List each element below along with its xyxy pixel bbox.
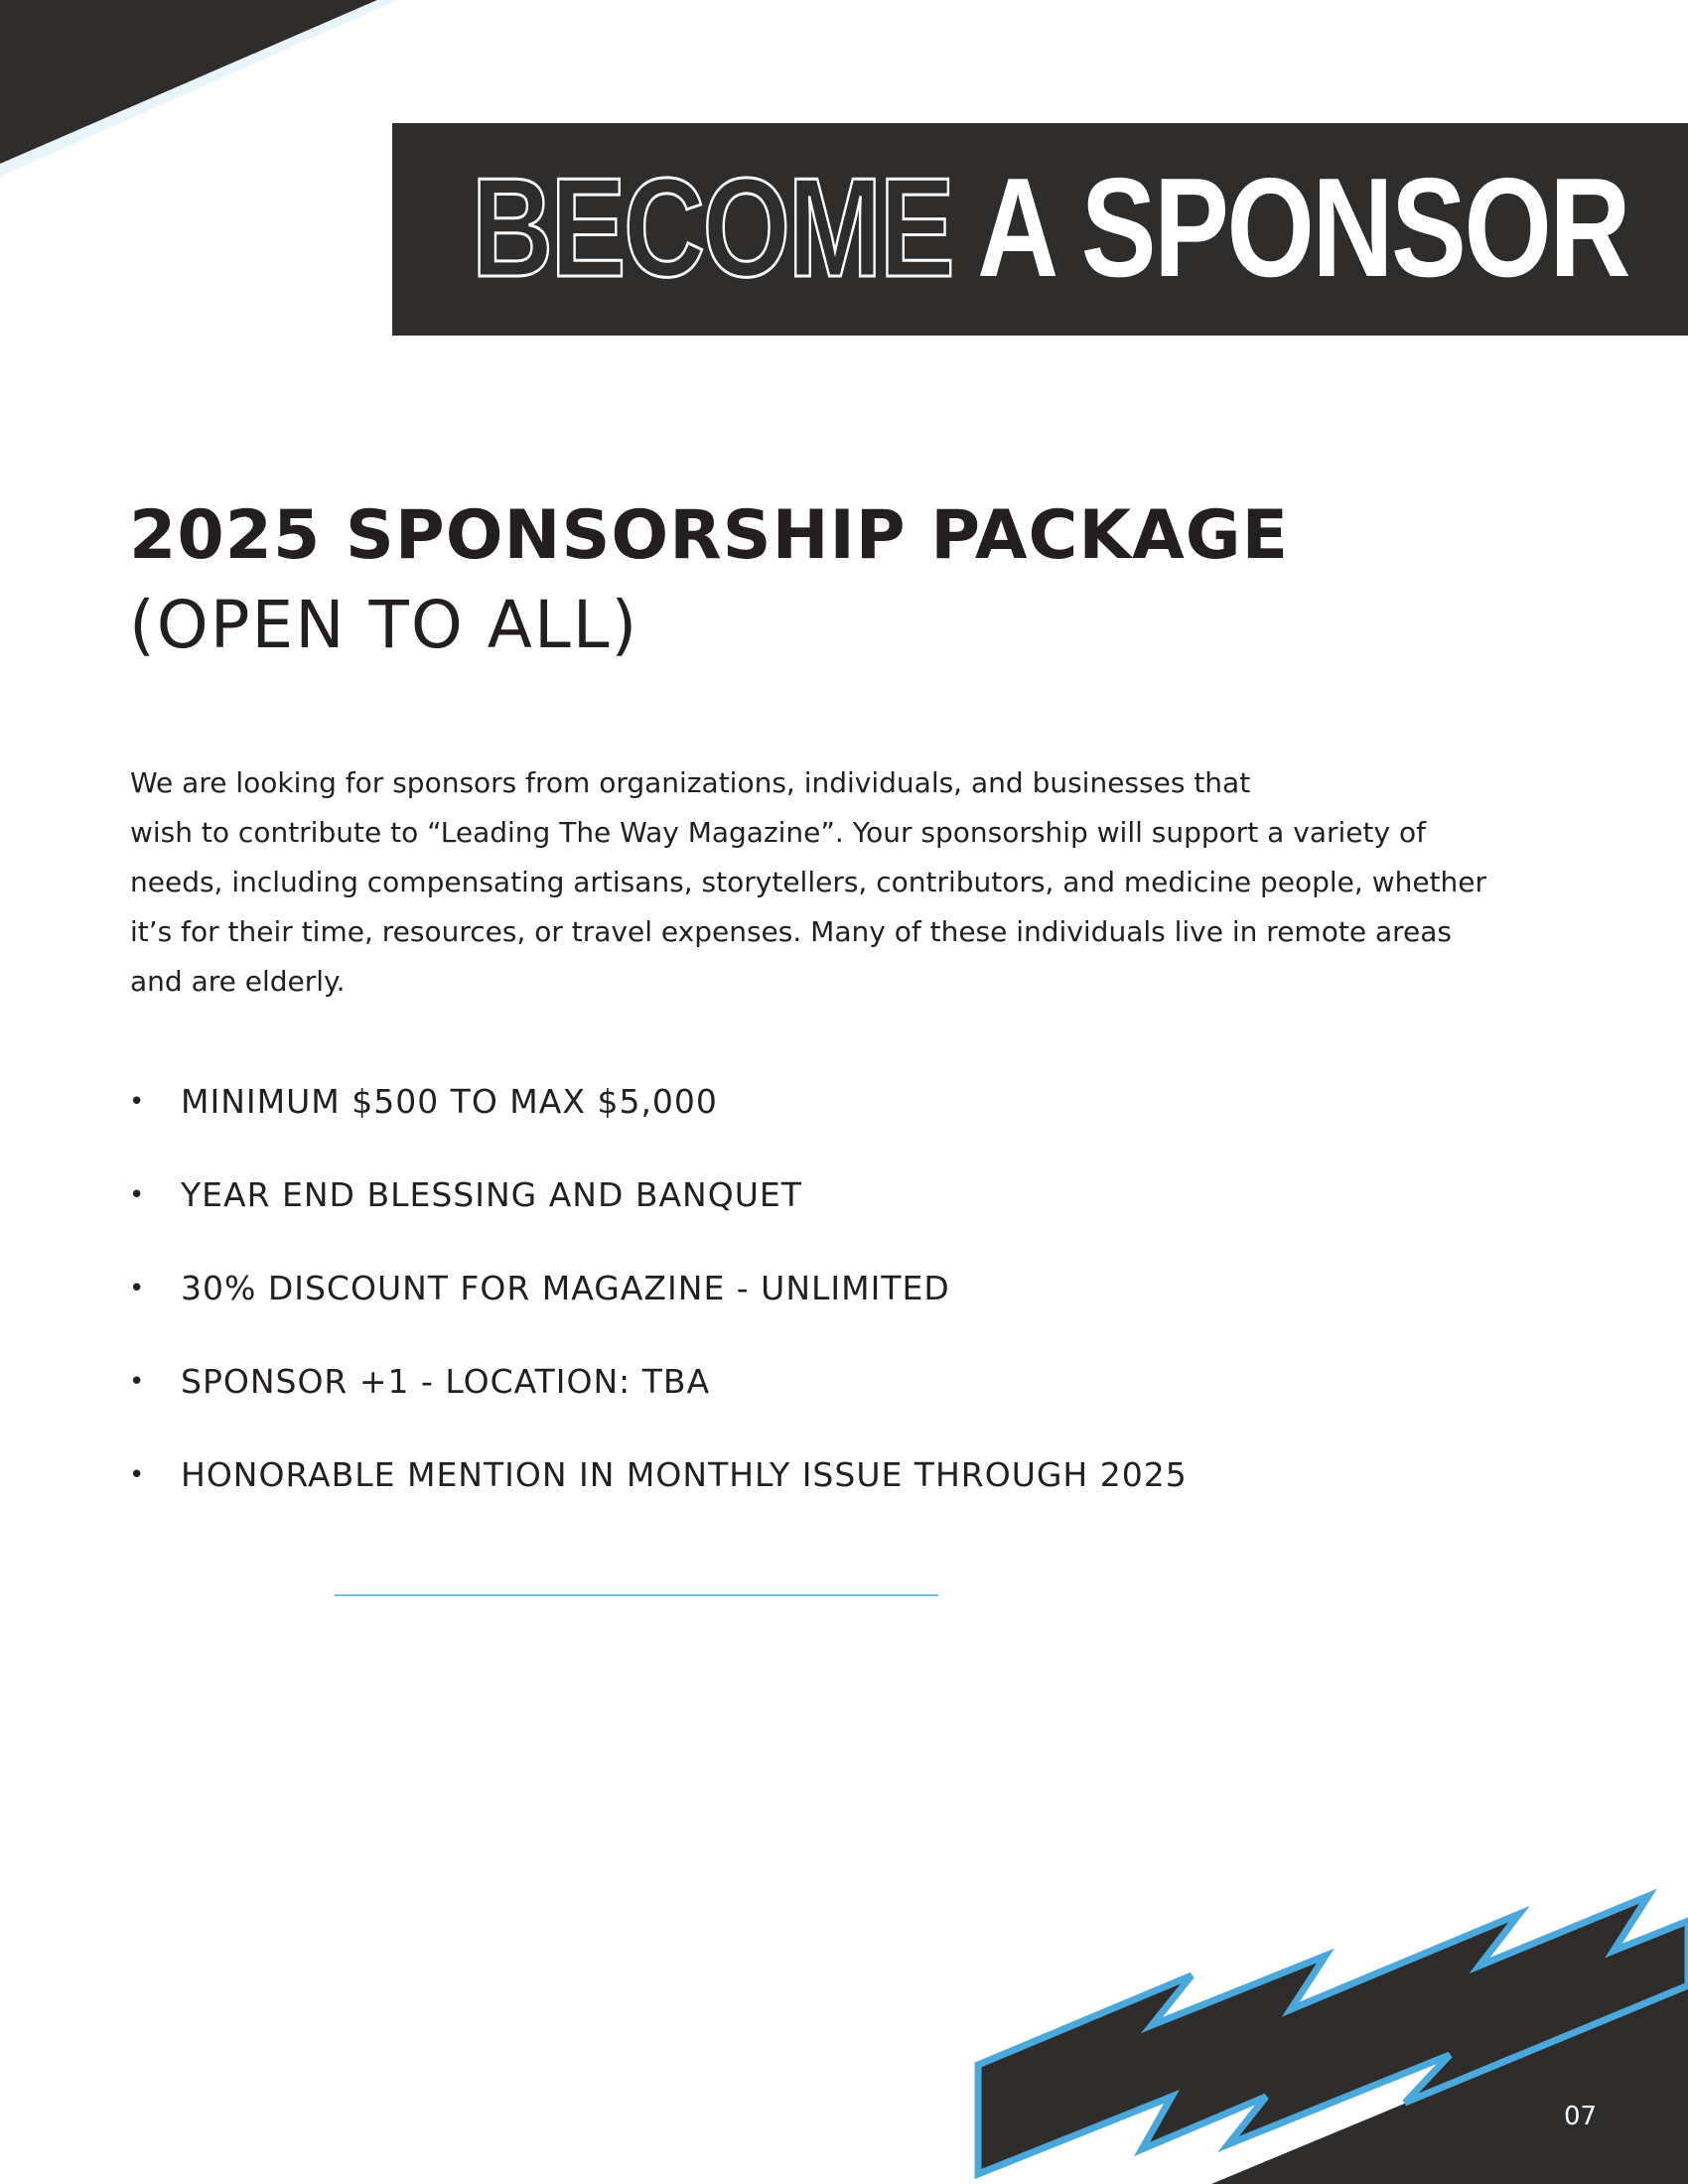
page-number: 07 xyxy=(1564,2102,1598,2131)
intro-paragraph xyxy=(130,758,1560,1007)
banner-title-outline: BECOME xyxy=(472,149,953,307)
intro-line: wish to contribute to “Leading The Way Magazine”. Your sponsorship will support a variety of xyxy=(130,816,1426,849)
benefit-text: MINIMUM $500 TO MAX $5,000 xyxy=(181,1082,718,1121)
intro-line: it’s for their time, resources, or travel expenses. Many of these individuals live in remote areas xyxy=(130,915,1452,948)
benefit-item xyxy=(129,1357,1188,1450)
intro-line: and are elderly. xyxy=(130,965,346,998)
banner-title-solid: A SPONSOR xyxy=(977,149,1629,307)
benefit-item xyxy=(129,1450,1188,1544)
corner-decoration-top-left xyxy=(0,0,397,179)
benefit-text: YEAR END BLESSING AND BANQUET xyxy=(181,1175,802,1214)
intro-line: needs, including compensating artisans, storytellers, contributors, and medicine people, whether xyxy=(130,866,1487,898)
bullet-icon: • xyxy=(129,1367,146,1397)
section-subheading: (OPEN TO ALL) xyxy=(129,587,639,663)
divider-line xyxy=(335,1594,938,1596)
benefit-item xyxy=(129,1170,1188,1264)
banner-title xyxy=(472,149,1628,308)
benefit-text: SPONSOR +1 - LOCATION: TBA xyxy=(181,1362,711,1401)
benefit-text: 30% DISCOUNT FOR MAGAZINE - UNLIMITED xyxy=(181,1269,950,1307)
bullet-icon: • xyxy=(129,1274,146,1303)
benefits-list xyxy=(129,1077,1188,1544)
benefit-item xyxy=(129,1077,1188,1170)
benefit-item xyxy=(129,1264,1188,1357)
intro-line: We are looking for sponsors from organizations, individuals, and businesses that xyxy=(130,766,1251,799)
bullet-icon: • xyxy=(129,1460,146,1490)
bullet-icon: • xyxy=(129,1180,146,1210)
section-heading: 2025 SPONSORSHIP PACKAGE xyxy=(129,496,1290,575)
benefit-text: HONORABLE MENTION IN MONTHLY ISSUE THROUGH 2025 xyxy=(181,1455,1188,1494)
bullet-icon: • xyxy=(129,1087,146,1117)
